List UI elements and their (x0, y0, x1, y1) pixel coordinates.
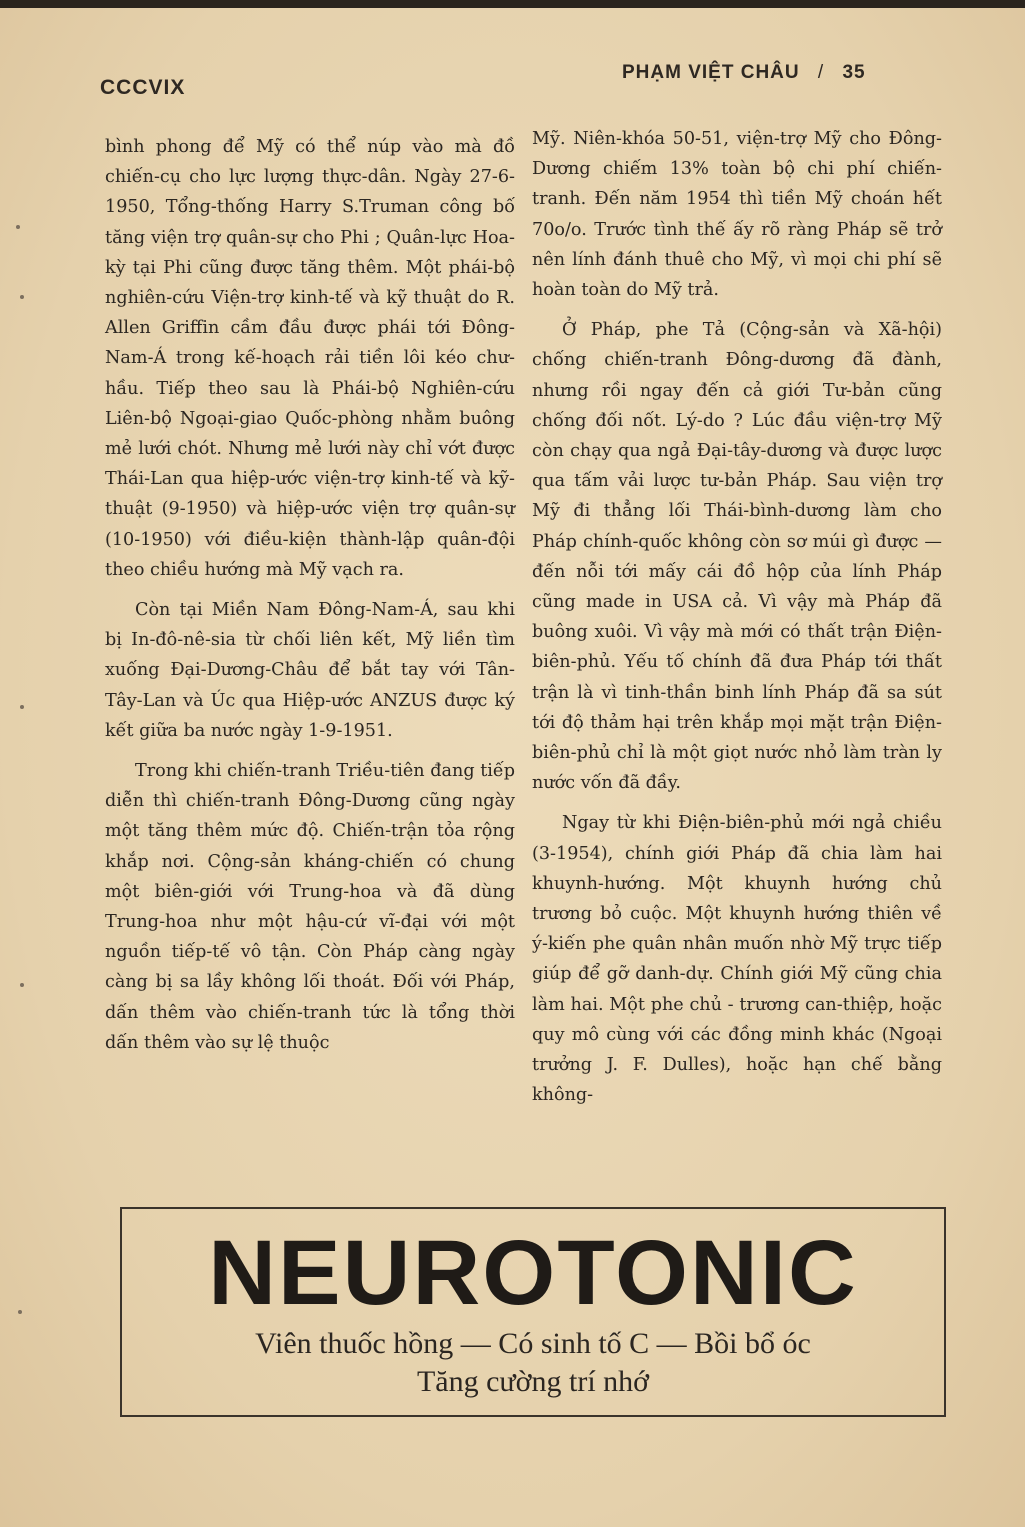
paragraph: Mỹ. Niên-khóa 50-51, viện-trợ Mỹ cho Đông-Dương chiếm 13% toàn bộ chi phí chiến-tranh. Đến năm 1954 thì tiền Mỹ choán hết 70o/o. Trước tình thế ấy rõ ràng Pháp sẽ trở nên lính đánh thuê cho Mỹ, vì mọi chi phí sẽ hoàn toàn do Mỹ trả. (532, 129, 942, 301)
margin-mark (20, 983, 24, 987)
page-number: 35 (842, 62, 866, 83)
chapter-label: CCCVIX (100, 76, 186, 99)
advertisement-box (120, 1207, 946, 1417)
ad-top-rule (120, 1207, 946, 1209)
paragraph: Ngay từ khi Điện-biên-phủ mới ngả chiều (3-1954), chính giới Pháp đã chia làm hai khuynh-hướng. Một khuynh hướng chủ trương bỏ cuộc. Một khuynh hướng thiên về ý-kiến phe quân nhân muốn nhờ Mỹ trực tiếp giúp để gỡ danh-dự. Chính giới Mỹ cũng chia làm hai. Một phe chủ - trương can-thiệp, hoặc quy mô cùng với các đồng minh khác (Ngoại trưởng J. F. Dulles), hoặc hạn chế bằng không- (532, 813, 942, 1106)
header-separator: / (817, 62, 825, 83)
paragraph: Trong khi chiến-tranh Triều-tiên đang tiếp diễn thì chiến-tranh Đông-Dương cũng ngày một tăng thêm mức độ. Chiến-trận tỏa rộng khắp nơi. Cộng-sản kháng-chiến có chung một biên-giới với Trung-hoa và đã dùng Trung-hoa như một hậu-cứ vĩ-đại với một nguồn tiếp-tế vô tận. Còn Pháp càng ngày càng bị sa lầy không lối thoát. Đối với Pháp, dấn thêm vào chiến-tranh tức là tổng thời dấn thêm vào sự lệ thuộc (105, 761, 515, 1053)
author-name: PHẠM VIỆT CHÂU (622, 62, 800, 83)
ad-tagline: Viên thuốc hồng — Có sinh tố C — Bồi bổ óc (255, 1327, 811, 1360)
ad-tagline-2: Tăng cường trí nhớ (416, 1365, 650, 1398)
running-header (622, 62, 982, 84)
paragraph: Còn tại Miền Nam Đông-Nam-Á, sau khi bị In-đô-nê-sia từ chối liên kết, Mỹ liền tìm xuống Đại-Dương-Châu để bắt tay với Tân-Tây-Lan và Úc qua Hiệp-ước ANZUS được ký kết giữa ba nước ngày 1-9-1951. (105, 600, 515, 741)
ad-brand-name: NEUROTONIC (208, 1222, 858, 1324)
top-edge-band (0, 0, 1025, 8)
margin-mark (20, 295, 24, 299)
margin-mark (20, 705, 24, 709)
left-column (105, 132, 515, 1068)
right-column (532, 124, 942, 1121)
paragraph: bình phong để Mỹ có thể núp vào mà đồ chiến-cụ cho lực lượng thực-dân. Ngày 27-6-1950, Tổng-thống Harry S.Truman công bố tăng viện trợ quân-sự cho Phi ; Quân-lực Hoa-kỳ tại Phi cũng được tăng thêm. Một phái-bộ nghiên-cứu Viện-trợ kinh-tế và kỹ thuật do R. Allen Griffin cầm đầu được phái tới Đông-Nam-Á trong kế-hoạch rải tiền lôi kéo chư-hầu. Tiếp theo sau là Phái-bộ Nghiên-cứu Liên-bộ Ngoại-giao Quốc-phòng nhằm buông mẻ lưới chót. Nhưng mẻ lưới này chỉ vớt được Thái-Lan qua hiệp-ước viện-trợ kinh-tế và kỹ-thuật (9-1950) và hiệp-ước viện trợ quân-sự (10-1950) với điều-kiện thành-lập quân-đội theo chiều hướng mà Mỹ vạch ra. (105, 137, 515, 580)
ad-bottom-rule (120, 1415, 946, 1417)
margin-mark (18, 1310, 22, 1314)
paragraph: Ở Pháp, phe Tả (Cộng-sản và Xã-hội) chống chiến-tranh Đông-dương đã đành, nhưng rồi ngay đến cả giới Tư-bản cũng chống đối nốt. Lý-do ? Lúc đầu viện-trợ Mỹ còn chạy qua ngả Đại-tây-dương và được lược qua tấm vải lược tư-bản Pháp. Sau viện trợ Mỹ đi thẳng lối Thái-bình-dương làm cho Pháp chính-quốc không còn sơ múi gì được — đến nỗi tới mấy cái đồ hộp của lính Pháp cũng made in USA cả. Vì vậy mà Pháp đã buông xuôi. Vì vậy mà mới có thất trận Điện-biên-phủ. Yếu tố chính đã đưa Pháp tới thất trận là vì tinh-thần binh lính Pháp đã sa sút tới độ thảm hại trên khắp mọi mặt trận Điện-biên-phủ chỉ là một giọt nước nhỏ làm tràn ly nước vốn đã đầy. (532, 320, 942, 794)
margin-mark (16, 225, 20, 229)
